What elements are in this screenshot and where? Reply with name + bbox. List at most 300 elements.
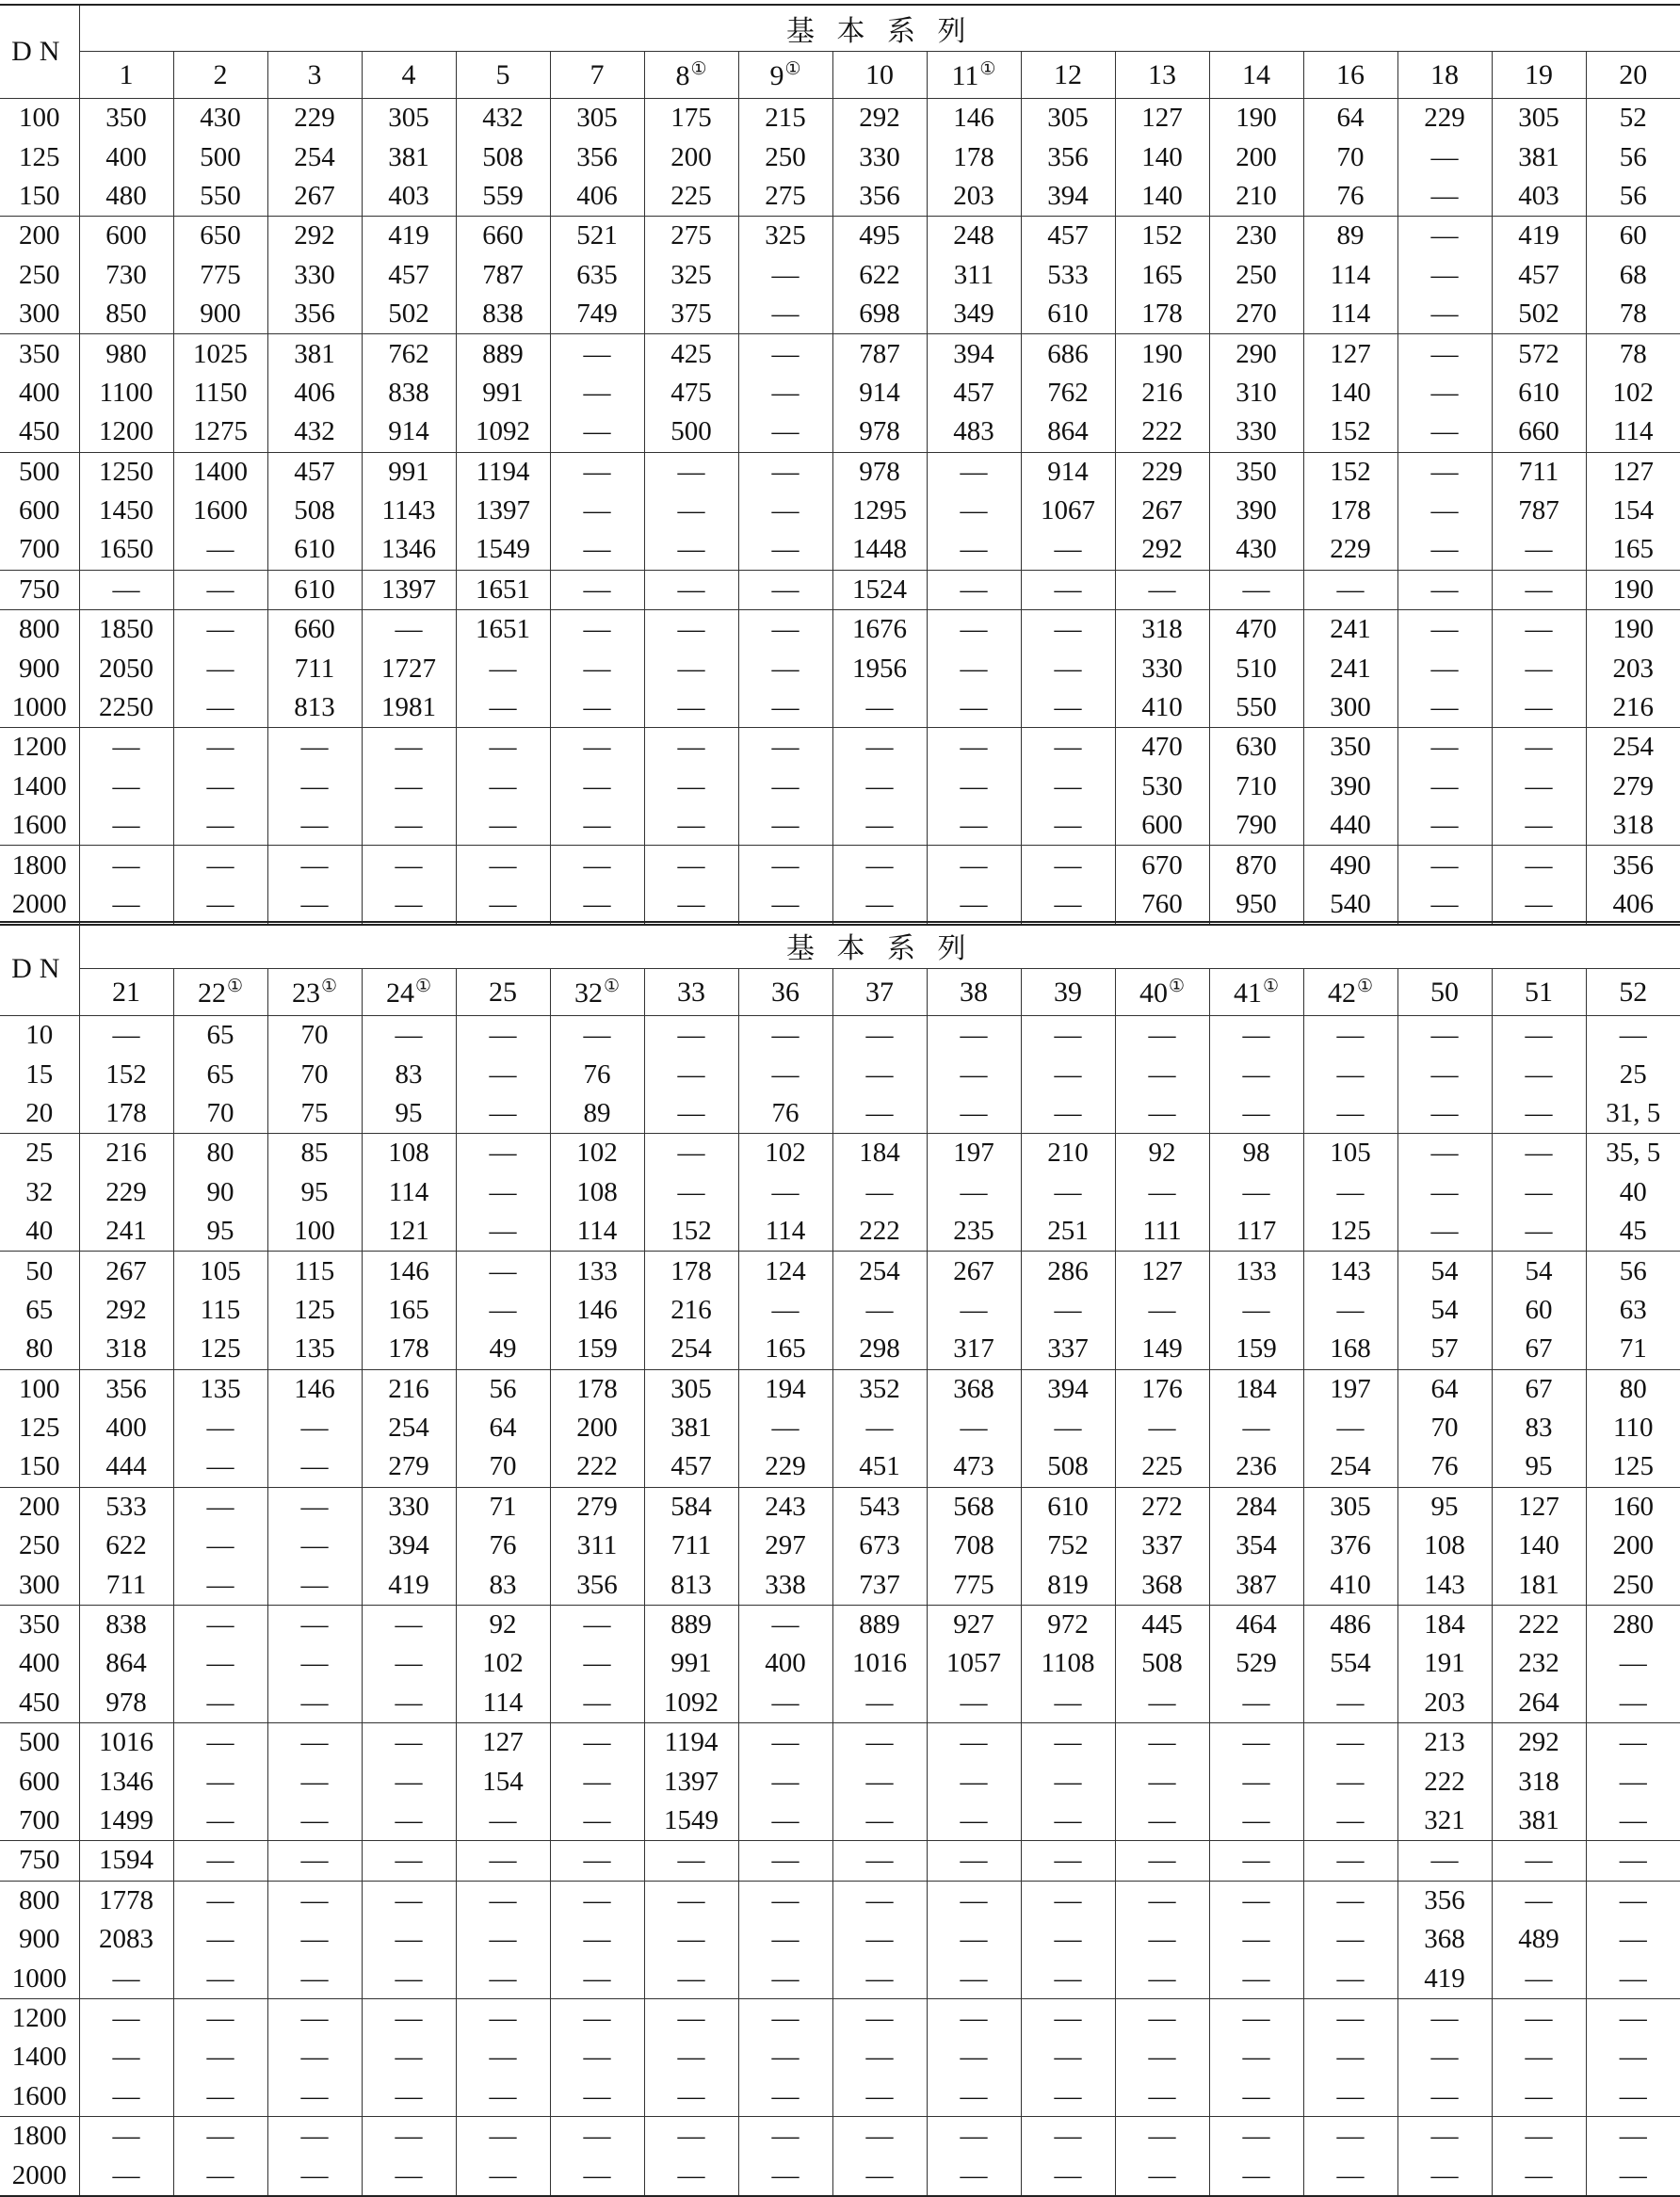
value-cell: 175 <box>644 99 738 138</box>
value-cell: — <box>267 1644 362 1683</box>
value-cell: — <box>1492 806 1586 846</box>
column-number: 50 <box>1430 976 1459 1008</box>
value-cell: — <box>1397 1055 1492 1093</box>
value-cell: — <box>1115 1801 1209 1841</box>
value-cell: 752 <box>1021 1527 1115 1565</box>
value-cell: 100 <box>267 1212 362 1252</box>
table-row <box>0 649 1680 687</box>
table-row <box>0 610 1680 650</box>
value-cell: — <box>927 767 1021 806</box>
value-cell: — <box>173 2156 267 2195</box>
table-row <box>0 1723 1680 1763</box>
value-cell: — <box>79 2156 173 2195</box>
value-cell: — <box>456 1881 550 1920</box>
value-cell: 127 <box>1115 1252 1209 1291</box>
column-number: 25 <box>489 976 517 1008</box>
value-cell: 127 <box>1303 334 1397 374</box>
value-cell: 181 <box>1492 1565 1586 1605</box>
value-cell: — <box>1397 2077 1492 2117</box>
value-cell: 400 <box>738 1644 832 1683</box>
value-cell: 70 <box>267 1055 362 1093</box>
value-cell: 914 <box>1021 452 1115 492</box>
value-cell: — <box>927 492 1021 530</box>
table-row <box>0 1644 1680 1683</box>
value-cell: — <box>456 1173 550 1212</box>
value-cell: 775 <box>927 1565 1021 1605</box>
value-cell: 710 <box>1209 767 1303 806</box>
value-cell: 510 <box>1209 649 1303 687</box>
value-cell: 40 <box>1586 1173 1680 1212</box>
value-cell: 354 <box>1209 1527 1303 1565</box>
value-cell: — <box>832 1291 927 1330</box>
dn-cell: 1000 <box>11 692 67 723</box>
value-cell: 356 <box>550 137 644 176</box>
value-cell: 330 <box>1115 649 1209 687</box>
value-cell: 394 <box>1021 177 1115 217</box>
value-cell: 127 <box>1492 1487 1586 1527</box>
value-cell: 1108 <box>1021 1644 1115 1683</box>
value-cell: 159 <box>550 1330 644 1369</box>
value-cell: 403 <box>1492 177 1586 217</box>
table-row <box>0 688 1680 728</box>
value-cell: 184 <box>1209 1369 1303 1409</box>
value-cell: 178 <box>927 137 1021 176</box>
value-cell: 1194 <box>644 1723 738 1763</box>
value-cell: 254 <box>1586 728 1680 767</box>
value-cell: — <box>173 1487 267 1527</box>
value-cell: — <box>927 1684 1021 1723</box>
value-cell: 83 <box>456 1565 550 1605</box>
value-cell: — <box>267 1684 362 1723</box>
value-cell: 165 <box>738 1330 832 1369</box>
dn-cell: 750 <box>0 1841 79 1881</box>
value-cell: — <box>1586 1841 1680 1881</box>
value-cell: — <box>1115 1055 1209 1093</box>
value-cell: — <box>738 2038 832 2076</box>
value-cell: — <box>1397 217 1492 256</box>
value-cell: 56 <box>1586 137 1680 176</box>
value-cell: 508 <box>1021 1447 1115 1487</box>
value-cell: 216 <box>1586 688 1680 728</box>
value-cell: 387 <box>1209 1565 1303 1605</box>
value-cell: — <box>1209 1841 1303 1881</box>
value-cell: 762 <box>1021 374 1115 412</box>
value-cell: 554 <box>1303 1644 1397 1683</box>
value-cell: — <box>927 1016 1021 1056</box>
table-row <box>0 1605 1680 1644</box>
value-cell: — <box>456 1134 550 1173</box>
value-cell: 381 <box>1492 1801 1586 1841</box>
table-row <box>0 1487 1680 1527</box>
value-cell: — <box>173 649 267 687</box>
value-cell: — <box>550 1841 644 1881</box>
dn-cell: 900 <box>19 653 60 684</box>
dn-cell: 1400 <box>11 2042 67 2073</box>
value-cell: — <box>267 846 362 885</box>
value-cell: — <box>1303 2156 1397 2195</box>
value-cell: — <box>1303 2116 1397 2156</box>
column-number: 12 <box>1054 58 1082 90</box>
value-cell: — <box>832 806 927 846</box>
value-cell: — <box>1209 1055 1303 1093</box>
value-cell: 305 <box>550 99 644 138</box>
value-cell: 330 <box>1209 412 1303 452</box>
value-cell: — <box>1492 1173 1586 1212</box>
value-cell: — <box>644 767 738 806</box>
value-cell: — <box>550 1762 644 1801</box>
value-cell: — <box>738 1762 832 1801</box>
value-cell: 610 <box>1021 1487 1115 1527</box>
value-cell: 200 <box>550 1409 644 1447</box>
value-cell: 83 <box>1492 1409 1586 1447</box>
dn-cell: 32 <box>25 1176 54 1207</box>
value-cell: — <box>738 1920 832 1959</box>
value-cell: — <box>1021 1173 1115 1212</box>
value-cell: — <box>738 1016 832 1056</box>
dn-cell: 65 <box>25 1294 54 1325</box>
value-cell: 486 <box>1303 1605 1397 1644</box>
value-cell: — <box>1586 2156 1680 2195</box>
value-cell: — <box>1115 1684 1209 1723</box>
value-cell: — <box>1586 1723 1680 1763</box>
value-cell: — <box>550 374 644 412</box>
value-cell: — <box>362 2038 456 2076</box>
value-cell: — <box>456 767 550 806</box>
column-number: 38 <box>960 976 988 1008</box>
value-cell: — <box>550 1998 644 2038</box>
value-cell: — <box>1397 885 1492 925</box>
value-cell: 1448 <box>832 530 927 570</box>
value-cell: — <box>644 1134 738 1173</box>
table-row <box>0 1134 1680 1173</box>
value-cell: 267 <box>79 1252 173 1291</box>
value-cell: — <box>267 1723 362 1763</box>
value-cell: — <box>362 1801 456 1841</box>
value-cell: — <box>1492 2077 1586 2117</box>
value-cell: — <box>1021 1409 1115 1447</box>
value-cell: 222 <box>1115 412 1209 452</box>
value-cell: — <box>927 570 1021 609</box>
value-cell: — <box>927 2077 1021 2117</box>
value-cell: — <box>550 1881 644 1920</box>
value-cell: 1025 <box>173 334 267 374</box>
value-cell: — <box>738 452 832 492</box>
column-number: 36 <box>771 976 800 1008</box>
value-cell: — <box>362 2116 456 2156</box>
value-cell: 1549 <box>644 1801 738 1841</box>
value-cell: — <box>173 1565 267 1605</box>
value-cell: 114 <box>1303 256 1397 295</box>
value-cell: 83 <box>362 1055 456 1093</box>
value-cell: 254 <box>267 137 362 176</box>
value-cell: 279 <box>362 1447 456 1487</box>
value-cell: — <box>927 2116 1021 2156</box>
footnote-marker: ① <box>1262 976 1280 996</box>
value-cell: — <box>1209 1291 1303 1330</box>
value-cell: — <box>79 767 173 806</box>
value-cell: 108 <box>550 1173 644 1212</box>
value-cell: — <box>267 2156 362 2195</box>
value-cell: 838 <box>362 374 456 412</box>
value-cell: — <box>79 728 173 767</box>
value-cell: 229 <box>738 1447 832 1487</box>
table-row <box>0 374 1680 412</box>
footnote-marker: ① <box>226 976 244 996</box>
value-cell: — <box>1492 885 1586 925</box>
value-cell: 432 <box>456 99 550 138</box>
table-row <box>0 1173 1680 1212</box>
value-cell: — <box>1303 2077 1397 2117</box>
value-cell: — <box>362 610 456 650</box>
value-cell: — <box>738 334 832 374</box>
value-cell: 184 <box>832 1134 927 1173</box>
value-cell: 914 <box>832 374 927 412</box>
value-cell: — <box>1021 530 1115 570</box>
column-number: 4 <box>401 58 416 90</box>
value-cell: 813 <box>644 1565 738 1605</box>
value-cell: 1727 <box>362 649 456 687</box>
value-cell: — <box>832 2156 927 2195</box>
value-cell: — <box>927 452 1021 492</box>
value-cell: 178 <box>1303 492 1397 530</box>
value-cell: — <box>267 1959 362 1998</box>
value-cell: 216 <box>362 1369 456 1409</box>
value-cell: — <box>738 846 832 885</box>
value-cell: — <box>1021 1055 1115 1093</box>
value-cell: — <box>173 885 267 925</box>
value-cell: 102 <box>550 1134 644 1173</box>
value-cell: 133 <box>550 1252 644 1291</box>
value-cell: 495 <box>832 217 927 256</box>
column-number: 21 <box>112 976 140 1008</box>
dn-cell: 125 <box>19 1413 60 1444</box>
value-cell: — <box>1397 334 1492 374</box>
value-cell: 92 <box>456 1605 550 1644</box>
column-header <box>1303 969 1397 1016</box>
value-cell: — <box>267 1998 362 2038</box>
value-cell: — <box>644 846 738 885</box>
value-cell: — <box>267 1565 362 1605</box>
column-number: 33 <box>677 976 705 1008</box>
value-cell: 297 <box>738 1527 832 1565</box>
value-cell: 978 <box>832 412 927 452</box>
value-cell: 292 <box>1115 530 1209 570</box>
value-cell: 70 <box>173 1094 267 1134</box>
table-row <box>0 2077 1680 2117</box>
value-cell: 1676 <box>832 610 927 650</box>
value-cell: 210 <box>1021 1134 1115 1173</box>
value-cell: — <box>1397 649 1492 687</box>
column-header <box>644 52 738 99</box>
value-cell: 178 <box>79 1094 173 1134</box>
value-cell: 475 <box>644 374 738 412</box>
dn-header: DN <box>0 5 79 99</box>
value-cell: 1524 <box>832 570 927 609</box>
value-cell: 350 <box>1303 728 1397 767</box>
value-cell: 502 <box>362 295 456 334</box>
dn-cell: 150 <box>19 180 60 211</box>
value-cell: — <box>1209 1016 1303 1056</box>
value-cell: — <box>1115 1841 1209 1881</box>
value-cell: — <box>1492 688 1586 728</box>
value-cell: — <box>267 728 362 767</box>
value-cell: 154 <box>456 1762 550 1801</box>
column-number: 22 <box>197 977 226 1009</box>
value-cell: — <box>832 1801 927 1841</box>
value-cell: — <box>267 1881 362 1920</box>
value-cell: 1651 <box>456 610 550 650</box>
value-cell: 80 <box>1586 1369 1680 1409</box>
table-row <box>0 570 1680 609</box>
value-cell: 1100 <box>79 374 173 412</box>
value-cell: — <box>1397 412 1492 452</box>
value-cell: — <box>1303 1723 1397 1763</box>
value-cell: 65 <box>173 1055 267 1093</box>
table-row <box>0 492 1680 530</box>
value-cell: 356 <box>1021 137 1115 176</box>
value-cell: — <box>644 2116 738 2156</box>
value-cell: — <box>1397 1841 1492 1881</box>
value-cell: 473 <box>927 1447 1021 1487</box>
value-cell: — <box>832 688 927 728</box>
value-cell: 762 <box>362 334 456 374</box>
column-number: 10 <box>865 58 894 90</box>
value-cell: 730 <box>79 256 173 295</box>
value-cell: — <box>1397 728 1492 767</box>
value-cell: — <box>1586 1881 1680 1920</box>
value-cell: — <box>362 1723 456 1763</box>
value-cell: — <box>644 1998 738 2038</box>
value-cell: — <box>1397 452 1492 492</box>
value-cell: 135 <box>267 1330 362 1369</box>
value-cell: 57 <box>1397 1330 1492 1369</box>
value-cell: 1600 <box>173 492 267 530</box>
table-row <box>0 767 1680 806</box>
value-cell: — <box>79 885 173 925</box>
value-cell: — <box>550 1959 644 1998</box>
value-cell: 60 <box>1492 1291 1586 1330</box>
value-cell: 457 <box>1021 217 1115 256</box>
value-cell: — <box>550 1684 644 1723</box>
dn-cell: 700 <box>19 1805 60 1835</box>
value-cell: — <box>173 1684 267 1723</box>
value-cell: 248 <box>927 217 1021 256</box>
value-cell: — <box>927 649 1021 687</box>
value-cell: 76 <box>456 1527 550 1565</box>
value-cell: — <box>456 1998 550 2038</box>
value-cell: — <box>456 1920 550 1959</box>
value-cell: 630 <box>1209 728 1303 767</box>
value-cell: 64 <box>456 1409 550 1447</box>
value-cell: 222 <box>550 1447 644 1487</box>
value-cell: 889 <box>832 1605 927 1644</box>
value-cell: 550 <box>173 177 267 217</box>
value-cell: — <box>738 2077 832 2117</box>
value-cell: 159 <box>1209 1330 1303 1369</box>
value-cell: 203 <box>927 177 1021 217</box>
value-cell: — <box>1115 1016 1209 1056</box>
value-cell: — <box>79 2038 173 2076</box>
table-row <box>0 412 1680 452</box>
value-cell: — <box>1303 1762 1397 1801</box>
value-cell: — <box>173 1644 267 1683</box>
value-cell: 71 <box>456 1487 550 1527</box>
value-cell: — <box>738 1723 832 1763</box>
value-cell: 45 <box>1586 1212 1680 1252</box>
value-cell: 338 <box>738 1565 832 1605</box>
value-cell: 445 <box>1115 1605 1209 1644</box>
value-cell: — <box>1492 1841 1586 1881</box>
value-cell: — <box>456 649 550 687</box>
value-cell: — <box>738 1055 832 1093</box>
value-cell: — <box>267 1762 362 1801</box>
value-cell: 68 <box>1586 256 1680 295</box>
value-cell: — <box>362 1841 456 1881</box>
value-cell: — <box>1303 1998 1397 2038</box>
value-cell: — <box>79 1959 173 1998</box>
value-cell: — <box>550 2077 644 2117</box>
value-cell: — <box>456 2038 550 2076</box>
value-cell: — <box>1586 1684 1680 1723</box>
dn-cell: 1400 <box>11 770 67 801</box>
dn-cell: 500 <box>0 452 79 492</box>
value-cell: 1194 <box>456 452 550 492</box>
value-cell: 711 <box>644 1527 738 1565</box>
dn-cell: 450 <box>19 1687 60 1718</box>
column-number-row <box>0 52 1680 99</box>
value-cell: 889 <box>644 1605 738 1644</box>
value-cell: — <box>1397 492 1492 530</box>
value-cell: — <box>832 728 927 767</box>
value-cell: — <box>1115 570 1209 609</box>
value-cell: 54 <box>1492 1252 1586 1291</box>
table-row <box>0 2038 1680 2076</box>
value-cell: — <box>267 1487 362 1527</box>
dn-cell: 2000 <box>11 889 67 919</box>
table-row <box>0 1998 1680 2038</box>
table-body <box>0 99 1680 926</box>
column-header <box>1397 52 1492 99</box>
value-cell: — <box>362 1959 456 1998</box>
value-cell: — <box>644 492 738 530</box>
value-cell: — <box>927 1291 1021 1330</box>
value-cell: 98 <box>1209 1134 1303 1173</box>
footnote-marker: ① <box>414 976 432 996</box>
value-cell: 430 <box>173 99 267 138</box>
value-cell: — <box>1209 2038 1303 2076</box>
value-cell: 356 <box>1586 846 1680 885</box>
value-cell: 225 <box>1115 1447 1209 1487</box>
dn-cell: 400 <box>19 377 60 408</box>
value-cell: — <box>550 806 644 846</box>
value-cell: — <box>550 846 644 885</box>
value-cell: 49 <box>456 1330 550 1369</box>
value-cell: — <box>832 1409 927 1447</box>
value-cell: — <box>1492 570 1586 609</box>
value-cell: — <box>644 649 738 687</box>
dn-cell: 1800 <box>0 846 79 885</box>
value-cell: 889 <box>456 334 550 374</box>
value-cell: 254 <box>1303 1447 1397 1487</box>
value-cell: 115 <box>173 1291 267 1330</box>
value-cell: 250 <box>1209 256 1303 295</box>
value-cell: 330 <box>362 1487 456 1527</box>
value-cell: — <box>267 1447 362 1487</box>
value-cell: 194 <box>738 1369 832 1409</box>
value-cell: 440 <box>1303 806 1397 846</box>
value-cell: 483 <box>927 412 1021 452</box>
value-cell: — <box>1492 1881 1586 1920</box>
